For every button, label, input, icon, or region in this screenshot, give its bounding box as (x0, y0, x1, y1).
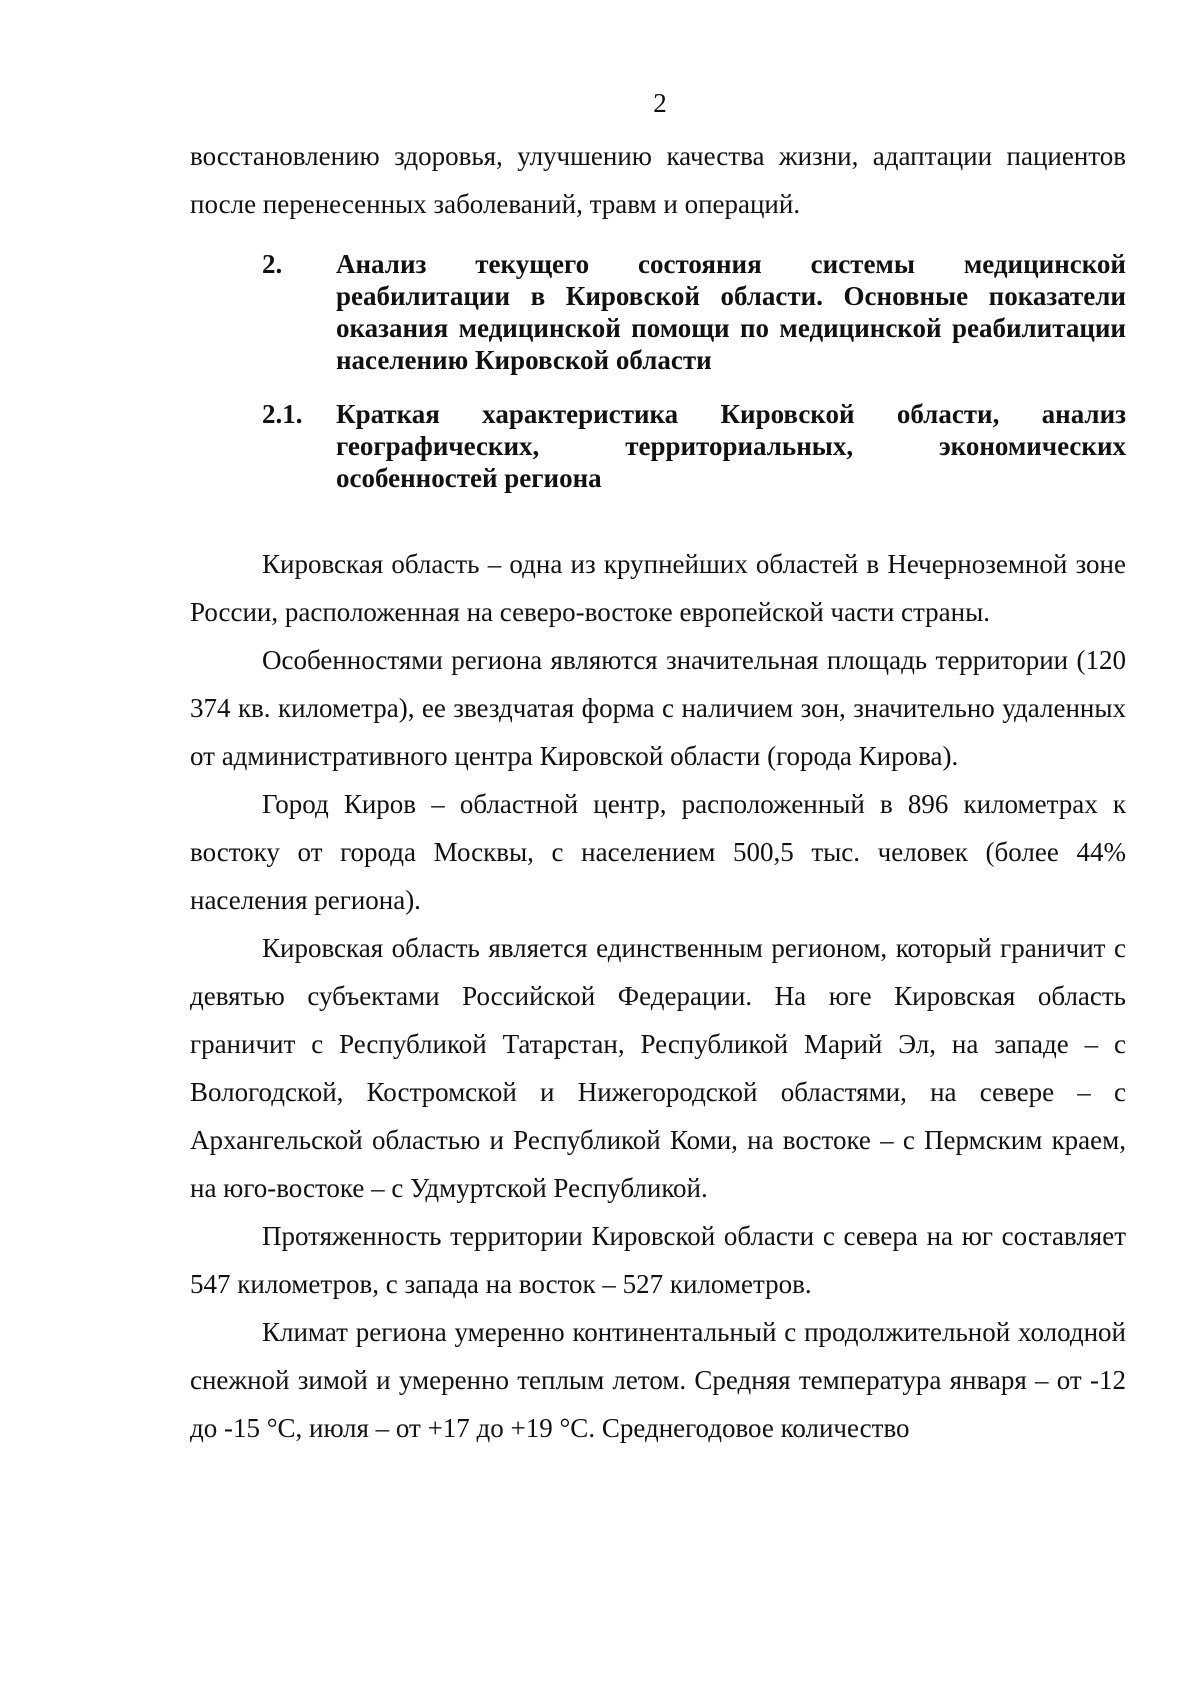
section-heading-2 (262, 248, 1126, 376)
section-number: 2.1. (262, 399, 303, 429)
paragraph: Кировская область – одна из крупнейших областей в Нечерноземной зоне России, расположенная на северо-востоке европейской части страны. (190, 549, 1126, 627)
paragraph-text: восстановлению здоровья, улучшению качества жизни, адаптации пациентов после перенесенных заболеваний, травм и операций. (190, 141, 1126, 219)
section-number: 2. (262, 249, 283, 279)
body-text (190, 540, 1126, 1452)
continuation-paragraph (190, 132, 1126, 228)
paragraph: Город Киров – областной центр, расположенный в 896 километрах к востоку от города Москвы, с населением 500,5 тыс. человек (более 44% населения региона). (190, 789, 1126, 915)
section-heading-2-1 (262, 398, 1126, 494)
section-title: Краткая характеристика Кировской области, анализ географических, территориальных, экономических особенностей региона (336, 399, 1126, 493)
paragraph: Кировская область является единственным регионом, который граничит с девятью субъектами Российской Федерации. На юге Кировская область граничит с Республикой Татарстан, Республикой Марий Эл, на западе – с Вологодской, Костромской и Нижегородской областями, на севере – с Архангельской областью и Республикой Коми, на востоке – с Пермским краем, на юго-востоке – с Удмуртской Республикой. (190, 933, 1126, 1203)
paragraph: Особенностями региона являются значительная площадь территории (120 374 кв. километра), ее звездчатая форма с наличием зон, значительно удаленных от административного центра Кировской области (города Кирова). (190, 645, 1126, 771)
paragraph: Климат региона умеренно континентальный с продолжительной холодной снежной зимой и умеренно теплым летом. Средняя температура января – от -12 до -15 °С, июля – от +17 до +19 °С. Среднегодовое количество (190, 1317, 1126, 1443)
page-number: 2 (653, 88, 667, 118)
paragraph: Протяженность территории Кировской области с севера на юг составляет 547 километров, с запада на восток – 527 километров. (190, 1221, 1126, 1299)
section-title: Анализ текущего состояния системы медицинской реабилитации в Кировской области. Основные показатели оказания медицинской помощи по медицинской реабилитации населению Кировской области (336, 249, 1126, 375)
